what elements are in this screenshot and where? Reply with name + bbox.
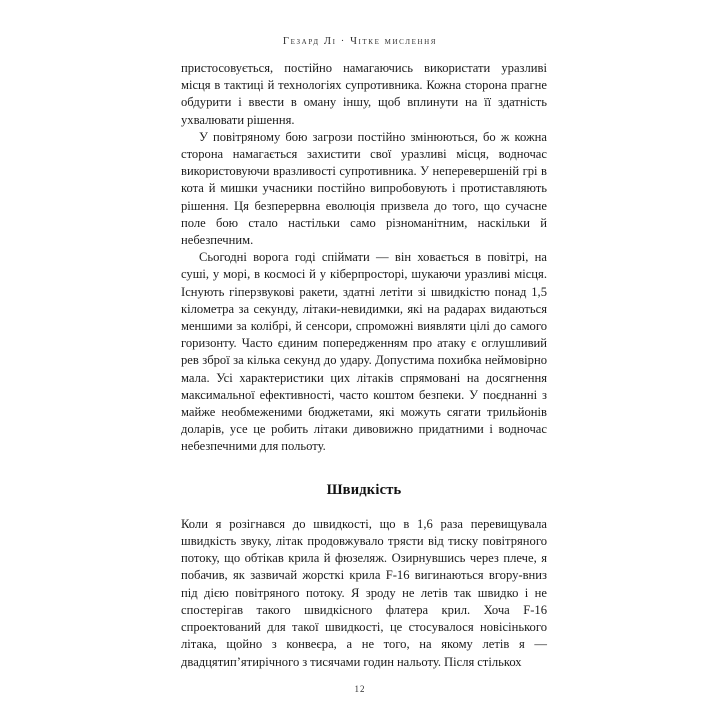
section-heading: Швидкість <box>326 481 402 498</box>
text-column <box>181 60 547 671</box>
page-number: 12 <box>354 684 366 694</box>
body-paragraph: Коли я розігнався до швидкості, що в 1,6 раза перевищувала швидкість звуку, літак продовжувало трясти від тиску повітряного потоку, що обтікав крила й фюзеляж. Озирнувшись через плече, я побачив, як зазвичай жорсткі крила F-16 вигинаються вгору-вниз під дією повітряного потоку. Я зроду не летів так швидко і не спостерігав такого швидкісного флатера крил. Хоча F-16 спроектований для такої швидкості, це стосувалося новісінького літака, щойно з конвеєра, а не того, на якому летів я — двадцятип’ятирічного з тисячами годин нальоту. Після стількох <box>181 516 547 669</box>
body-paragraph: У повітряному бою загрози постійно змінюються, бо ж кожна сторона намагається захистити свої уразливі місця, водночас використовуючи вразливості супротивника. У неперевершеній грі в кота й мишки учасники постійно випробовують і протиставляють рішення. Ця безперервна еволюція призвела до того, що сучасне поле бою стало настільки само різноманітним, наскільки й небезпечним. <box>181 129 547 248</box>
running-head: Гезард Лі · Чітке мислення <box>282 36 438 47</box>
body-paragraph: пристосовується, постійно намагаючись використати уразливі місця в тактиці й технологіях супротивника. Кожна сторона прагне обдурити і ввести в оману іншу, щоб вплинути на її здатність ухвалювати рішення. <box>181 61 547 127</box>
body-paragraph: Сьогодні ворога годі спіймати — він ховається в повітрі, на суші, у морі, в космосі й у кіберпросторі, шукаючи уразливі місця. Існують гіперзвукові ракети, здатні летіти зі швидкістю понад 1,5 кілометра за секунду, літаки-невидимки, які на радарах видаються меншими за колібрі, й сенсори, спроможні виявляти цілі до самого горизонту. Часто єдиним попередженням про атаку є оглушливий рев зброї за кілька секунд до удару. Допустима похибка неймовірно мала. Усі характеристики цих літаків спрямовані на досягнення максимальної ефективності, часто коштом безпеки. У поєднанні з майже необмеженими бюджетами, які можуть сягати трильйонів доларів, усе це робить літаки дивовижно придатними і водночас небезпечними для польоту. <box>181 250 547 454</box>
